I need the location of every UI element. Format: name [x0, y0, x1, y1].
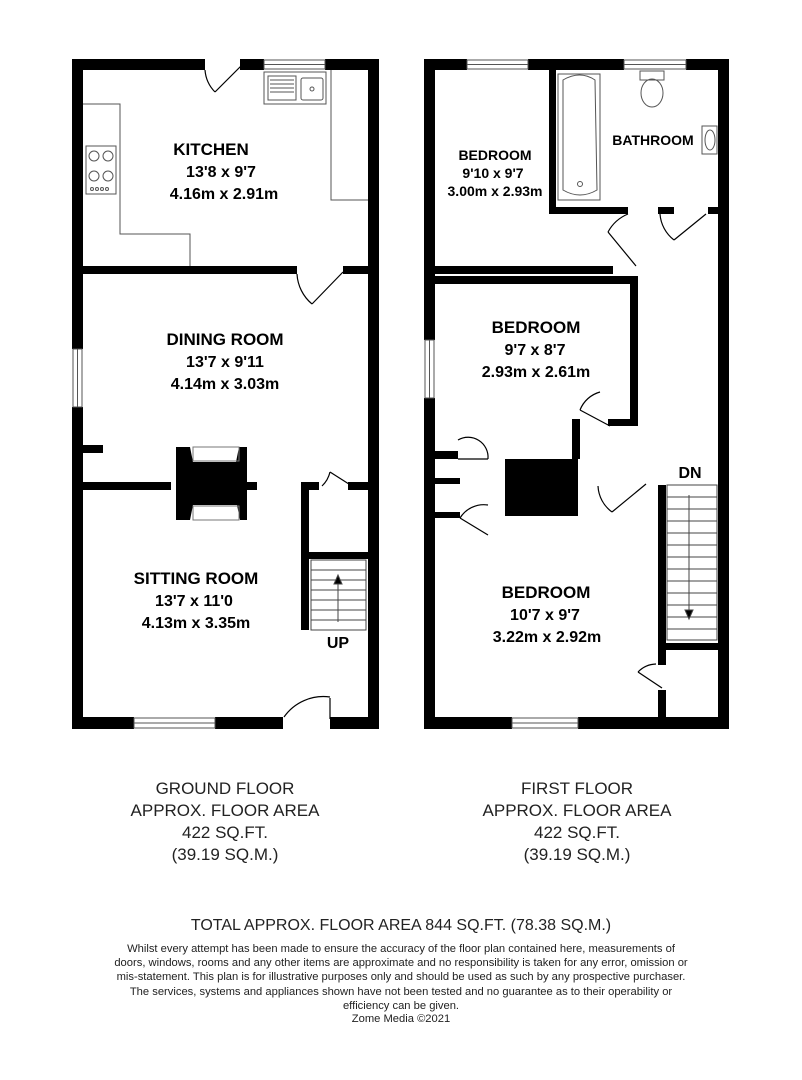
- bedroom-3-metric: 3.22m x 2.92m: [492, 629, 602, 646]
- first-floor-title: FIRST FLOOR: [520, 779, 634, 798]
- bedroom-2-imperial: 9'7 x 8'7: [504, 342, 566, 359]
- ground-floor-sqft: 422 SQ.FT.: [182, 823, 268, 842]
- kitchen-name: KITCHEN: [173, 140, 249, 159]
- hob: [86, 146, 116, 194]
- first-floor-sqft: 422 SQ.FT.: [534, 823, 620, 842]
- bedroom-3-imperial: 10'7 x 9'7: [510, 607, 580, 624]
- stairs-down: [667, 485, 717, 640]
- bedroom-3-name: BEDROOM: [501, 583, 591, 602]
- disclaimer-text: Whilst every attempt has been made to ensure the accuracy of the floor plan contained here, measurements of doors, windows, rooms and any other items are approximate and no responsibility is taken for any error, omission or mis-statement. This plan is for illustrative purposes only and should be used as such by any prospective purchaser. The services, systems and appliances shown have not been tested and no guarantee as to their operability or efficiency can be given.: [114, 943, 688, 1012]
- stairs-up-label: UP: [326, 635, 350, 652]
- ground-floor-sqm: (39.19 SQ.M.): [171, 845, 279, 864]
- kitchen-imperial: 13'8 x 9'7: [186, 164, 256, 181]
- bedroom-2-metric: 2.93m x 2.61m: [481, 364, 591, 381]
- total-floor-area: TOTAL APPROX. FLOOR AREA 844 SQ.FT. (78.38 SQ.M.): [190, 917, 612, 934]
- stairs-up: [311, 560, 366, 630]
- dining-room-name: DINING ROOM: [166, 330, 284, 349]
- first-floor-sqm: (39.19 SQ.M.): [523, 845, 631, 864]
- bedroom-1-name: BEDROOM: [458, 147, 532, 163]
- bedroom-1-imperial: 9'10 x 9'7: [462, 165, 524, 181]
- copyright-credit: Zome Media ©2021: [351, 1013, 451, 1025]
- sitting-room-imperial: 13'7 x 11'0: [155, 593, 233, 610]
- kitchen-metric: 4.16m x 2.91m: [169, 186, 279, 203]
- basin: [702, 126, 717, 154]
- first-floor-chimney: [505, 459, 578, 516]
- bath: [558, 74, 600, 200]
- first-floor-area-label: APPROX. FLOOR AREA: [482, 801, 672, 820]
- toilet: [640, 71, 664, 107]
- stairs-down-label: DN: [678, 465, 702, 482]
- bathroom-name: BATHROOM: [612, 132, 694, 148]
- ground-floor-room-labels: [134, 140, 350, 652]
- sitting-room-metric: 4.13m x 3.35m: [141, 615, 251, 632]
- dining-room-imperial: 13'7 x 9'11: [186, 354, 264, 371]
- kitchen-sink: [264, 72, 326, 104]
- ground-floor-title: GROUND FLOOR: [155, 779, 295, 798]
- bedroom-2-name: BEDROOM: [491, 318, 581, 337]
- ground-floor-info: [90, 778, 360, 866]
- dining-room-metric: 4.14m x 3.03m: [170, 376, 280, 393]
- first-floor-info: [442, 778, 712, 866]
- bedroom-1-metric: 3.00m x 2.93m: [447, 183, 543, 199]
- ground-floor-area-label: APPROX. FLOOR AREA: [130, 801, 320, 820]
- sitting-room-name: SITTING ROOM: [133, 569, 259, 588]
- chimney-breast: [176, 447, 247, 520]
